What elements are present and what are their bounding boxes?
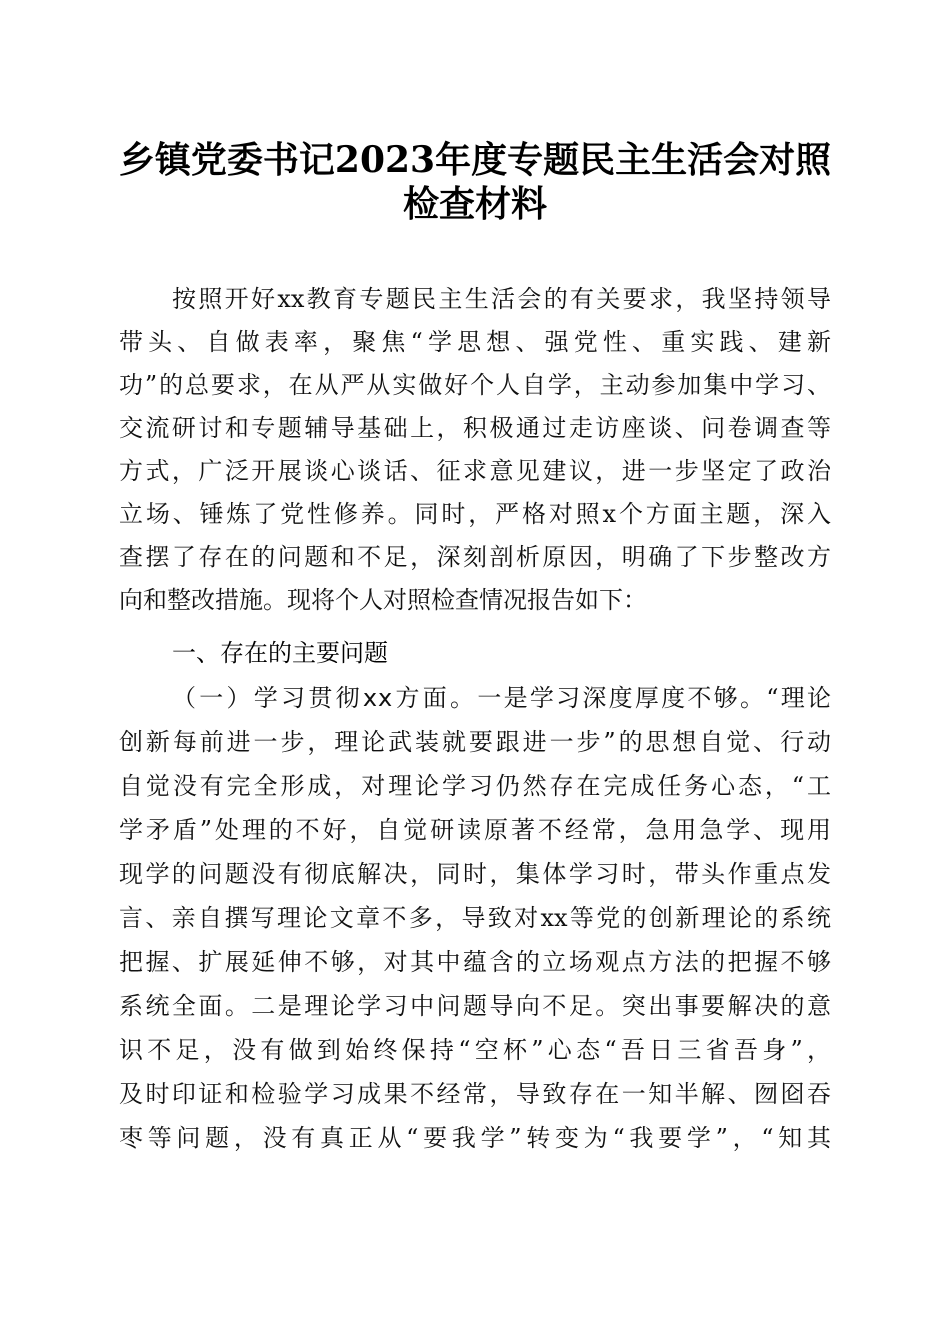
- intro-line: 向和整改措施。现将个人对照检查情况报告如下：: [119, 586, 647, 614]
- subsection-first-line-text: 一是学习深度厚度不够。“理论: [477, 684, 832, 712]
- body-line: 把握、扩展延伸不够，对其中蕴含的立场观点方法的把握不够: [119, 948, 831, 976]
- intro-line: 按照开好xx教育专题民主生活会的有关要求，我坚持领导: [172, 285, 831, 313]
- body-line: 枣等问题，没有真正从“要我学”转变为“我要学”，“知其: [119, 1124, 831, 1152]
- body-line: 创新每前进一步，理论武装就要跟进一步”的思想自觉、行动: [119, 728, 831, 756]
- subsection-lead: （一）学习贯彻xx方面。: [172, 684, 478, 712]
- document-title-line-1: 乡镇党委书记2023年度专题民主生活会对照: [118, 139, 832, 181]
- intro-line: 立场、锤炼了党性修养。同时，严格对照x个方面主题，深入: [119, 500, 831, 528]
- body-line: 系统全面。二是理论学习中问题导向不足。突出事要解决的意: [119, 992, 831, 1020]
- body-line: 自觉没有完全形成，对理论学习仍然存在完成任务心态，“工: [119, 772, 831, 800]
- intro-line: 方式，广泛开展谈心谈话、征求意见建议，进一步坚定了政治: [119, 457, 831, 485]
- intro-line: 查摆了存在的问题和不足，深刻剖析原因，明确了下步整改方: [119, 543, 831, 571]
- intro-line: 交流研讨和专题辅导基础上，积极通过走访座谈、问卷调查等: [119, 414, 831, 442]
- document-title-line-2: 检查材料: [402, 183, 547, 225]
- body-line: 识不足，没有做到始终保持“空杯”心态“吾日三省吾身”，: [119, 1036, 831, 1064]
- intro-line: 带头、自做表率，聚焦“学思想、强党性、重实践、建新: [119, 328, 831, 356]
- body-line: 现学的问题没有彻底解决，同时，集体学习时，带头作重点发: [119, 860, 831, 888]
- intro-line: 功”的总要求，在从严从实做好个人自学，主动参加集中学习、: [119, 371, 831, 399]
- body-line: 学矛盾”处理的不好，自觉研读原著不经常，急用急学、现用: [119, 816, 831, 844]
- subsection-first-line: [172, 682, 831, 714]
- body-line: 及时印证和检验学习成果不经常，导致存在一知半解、囫囵吞: [119, 1080, 831, 1108]
- body-line: 言、亲自撰写理论文章不多，导致对xx等党的创新理论的系统: [119, 904, 831, 932]
- section-heading: 一、存在的主要问题: [172, 639, 388, 667]
